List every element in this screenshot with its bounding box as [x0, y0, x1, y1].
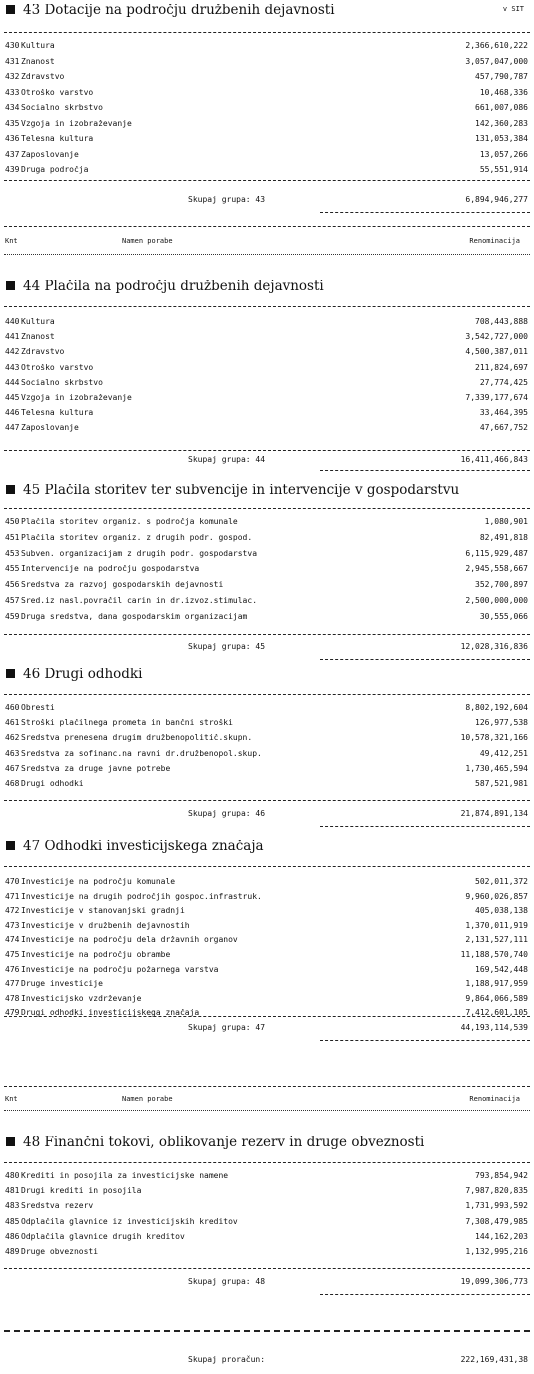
account-name: Sredstva prenesena drugim družbenopolitič.skupn. — [21, 734, 253, 743]
table-row — [0, 980, 534, 990]
account-code: 437 — [5, 149, 20, 159]
account-amount: 9,960,026,857 — [465, 891, 528, 901]
account-name: Zdravstvo — [21, 348, 65, 357]
divider — [4, 254, 530, 255]
divider — [4, 508, 530, 509]
account-code: 481 — [5, 1186, 20, 1196]
table-row — [0, 104, 534, 114]
table-row — [0, 364, 534, 374]
account-code: 435 — [5, 118, 20, 128]
table-row — [0, 550, 534, 560]
account-code: 445 — [5, 393, 20, 402]
account-code: 472 — [5, 906, 20, 916]
group-total — [0, 1024, 534, 1034]
table-row — [0, 565, 534, 575]
account-name: Sredstva za druge javne potrebe — [21, 764, 171, 773]
account-name: Zdravstvo — [21, 73, 65, 81]
account-code: 453 — [5, 548, 20, 558]
account-code: 447 — [5, 423, 20, 433]
account-amount: 30,555,066 — [479, 611, 528, 621]
table-row — [0, 936, 534, 946]
table-row — [0, 534, 534, 544]
table-row — [0, 348, 534, 358]
group-title: 44 Plačila na področju družbenih dejavnosti — [23, 280, 324, 294]
account-code: 463 — [5, 748, 20, 758]
table-row — [0, 951, 534, 961]
account-code: 478 — [5, 993, 20, 1003]
account-code: 461 — [5, 718, 20, 728]
account-code: 456 — [5, 580, 20, 590]
account-name: Stroški plačilnega prometa in bančni stroški — [21, 719, 233, 728]
table-row — [0, 1172, 534, 1182]
divider — [4, 1110, 530, 1111]
account-amount: 7,308,479,985 — [465, 1216, 528, 1226]
account-name: Telesna kultura — [21, 409, 94, 418]
account-amount: 7,412,601,105 — [465, 1008, 528, 1018]
account-amount: 3,542,727,000 — [465, 332, 528, 342]
table-row — [0, 166, 534, 176]
account-name: Zaposlovanje — [21, 150, 79, 159]
table-row — [0, 966, 534, 976]
divider — [4, 1330, 530, 1332]
group-total-label: Skupaj grupa: 48 — [188, 1277, 266, 1286]
account-amount: 793,854,942 — [475, 1171, 528, 1180]
divider — [4, 450, 530, 451]
divider — [4, 32, 530, 33]
account-name: Krediti in posojila za investicijske namene — [21, 1172, 229, 1180]
account-name: Investicije na področju obrambe — [21, 951, 171, 959]
account-amount: 169,542,448 — [475, 964, 528, 974]
account-name: Otroško varstvo — [21, 88, 94, 97]
account-amount: 587,521,981 — [475, 779, 528, 788]
table-row — [0, 1009, 534, 1019]
currency-label: v SIT — [502, 5, 524, 13]
table-row — [0, 394, 534, 404]
account-code: 476 — [5, 964, 20, 974]
account-code: 483 — [5, 1201, 20, 1211]
account-name: Druga sredstva, dana gospodarskim organizacijam — [21, 612, 248, 621]
square-bullet-icon — [6, 1137, 15, 1146]
account-amount: 126,977,538 — [475, 718, 528, 728]
account-name: Zaposlovanje — [21, 424, 79, 433]
group-total-label: Skupaj grupa: 47 — [188, 1023, 266, 1032]
account-amount: 2,131,527,111 — [465, 935, 528, 945]
account-amount: 9,864,066,589 — [465, 993, 528, 1003]
account-name: Investicije na področju komunale — [21, 878, 176, 886]
group-total — [0, 643, 534, 653]
account-code: 450 — [5, 517, 20, 526]
account-code: 455 — [5, 564, 20, 574]
account-code: 473 — [5, 920, 20, 930]
divider — [320, 470, 530, 471]
account-name: Sredstva rezerv — [21, 1202, 94, 1211]
group-heading — [6, 4, 534, 22]
table-row — [0, 893, 534, 903]
account-name: Druge investicije — [21, 980, 103, 989]
account-name: Odplačila glavnice drugih kreditov — [21, 1232, 185, 1241]
table-row — [0, 333, 534, 343]
group-total — [0, 196, 534, 206]
divider — [320, 1294, 530, 1295]
column-code: Knt — [5, 1095, 18, 1103]
account-code: 451 — [5, 532, 20, 542]
account-code: 479 — [5, 1008, 20, 1018]
account-amount: 13,057,266 — [479, 149, 528, 159]
group-total-label: Skupaj grupa: 46 — [188, 809, 266, 818]
account-amount: 2,945,558,667 — [465, 564, 528, 574]
account-name: Investicije na drugih področjih gospoc.infrastruk. — [21, 892, 262, 901]
divider — [4, 1268, 530, 1269]
account-code: 486 — [5, 1231, 20, 1241]
account-name: Kultura — [21, 318, 55, 326]
account-amount: 1,188,917,959 — [465, 979, 528, 989]
account-code: 475 — [5, 950, 20, 959]
grand-total — [0, 1356, 534, 1366]
account-code: 477 — [5, 979, 20, 989]
table-row — [0, 765, 534, 775]
table-row — [0, 581, 534, 591]
table-row — [0, 73, 534, 83]
group-total-amount: 21,874,891,134 — [460, 809, 528, 818]
account-amount: 4,500,387,011 — [465, 347, 528, 357]
account-code: 433 — [5, 87, 20, 97]
account-name: Druga področja — [21, 166, 89, 174]
account-name: Vzgoja in izobraževanje — [21, 394, 132, 402]
table-row — [0, 995, 534, 1005]
account-code: 442 — [5, 347, 20, 357]
account-name: Obresti — [21, 704, 55, 712]
divider — [4, 180, 530, 181]
table-row — [0, 379, 534, 389]
group-title: 45 Plačila storitev ter subvencije in intervencije v gospodarstvu — [23, 484, 460, 498]
account-amount: 55,551,914 — [479, 165, 528, 174]
divider — [4, 866, 530, 867]
divider — [320, 659, 530, 660]
account-name: Kultura — [21, 42, 55, 50]
account-name: Znanost — [21, 333, 55, 342]
divider — [4, 800, 530, 801]
table-row — [0, 704, 534, 714]
account-code: 444 — [5, 377, 20, 387]
account-code: 467 — [5, 763, 20, 773]
table-row — [0, 750, 534, 760]
account-name: Socialno skrbstvo — [21, 104, 103, 112]
table-row — [0, 907, 534, 917]
account-code: 489 — [5, 1247, 20, 1256]
account-amount: 1,132,995,216 — [465, 1247, 528, 1256]
group-heading — [6, 1136, 534, 1154]
account-code: 441 — [5, 332, 20, 342]
divider — [4, 1162, 530, 1163]
group-heading — [6, 484, 534, 502]
account-amount: 1,730,465,594 — [465, 763, 528, 773]
account-name: Subven. organizacijam z drugih podr. gospodarstva — [21, 549, 258, 558]
square-bullet-icon — [6, 669, 15, 678]
account-amount: 131,053,384 — [475, 134, 528, 143]
account-name: Plačila storitev organiz. s področja komunale — [21, 518, 238, 526]
account-amount: 7,339,177,674 — [465, 393, 528, 402]
table-row — [0, 922, 534, 932]
account-amount: 2,366,610,222 — [465, 41, 528, 50]
column-purpose: Namen porabe — [122, 1095, 173, 1103]
account-amount: 661,007,086 — [475, 103, 528, 112]
square-bullet-icon — [6, 841, 15, 850]
square-bullet-icon — [6, 485, 15, 494]
group-total-label: Skupaj grupa: 43 — [188, 195, 266, 204]
account-code: 462 — [5, 733, 20, 743]
table-row — [0, 409, 534, 419]
column-header — [0, 1096, 534, 1106]
account-code: 440 — [5, 317, 20, 326]
account-name: Otroško varstvo — [21, 363, 94, 372]
account-code: 474 — [5, 935, 20, 945]
account-code: 459 — [5, 611, 20, 621]
account-name: Odplačila glavnice iz investicijskih kreditov — [21, 1217, 238, 1226]
divider — [320, 826, 530, 827]
table-row — [0, 597, 534, 607]
account-amount: 82,491,818 — [479, 532, 528, 542]
account-amount: 211,824,697 — [475, 362, 528, 372]
divider — [4, 1086, 530, 1087]
divider — [320, 212, 530, 213]
square-bullet-icon — [6, 281, 15, 290]
account-amount: 708,443,888 — [475, 317, 528, 326]
table-row — [0, 613, 534, 623]
table-row — [0, 42, 534, 52]
account-code: 434 — [5, 103, 20, 112]
group-total — [0, 1278, 534, 1288]
account-name: Investicijsko vzdrževanje — [21, 994, 142, 1003]
account-amount: 352,700,897 — [475, 580, 528, 590]
account-code: 431 — [5, 56, 20, 66]
account-name: Sredstva za razvoj gospodarskih dejavnosti — [21, 581, 224, 590]
table-row — [0, 1187, 534, 1197]
account-name: Intervencije na področju gospodarstva — [21, 565, 200, 574]
account-code: 446 — [5, 408, 20, 418]
account-amount: 33,464,395 — [479, 408, 528, 418]
group-total-amount: 19,099,306,773 — [460, 1277, 528, 1286]
column-header — [0, 238, 534, 248]
group-total — [0, 810, 534, 820]
group-total-amount: 44,193,114,539 — [460, 1023, 528, 1032]
account-name: Druge obveznosti — [21, 1248, 99, 1256]
account-name: Plačila storitev organiz. z drugih podr. gospod. — [21, 533, 253, 542]
account-amount: 457,790,787 — [475, 72, 528, 81]
account-amount: 10,578,321,166 — [460, 733, 528, 743]
account-amount: 49,412,251 — [479, 748, 528, 758]
group-title: 43 Dotacije na področju družbenih dejavnosti — [23, 4, 335, 18]
table-row — [0, 151, 534, 161]
grand-total-amount: 222,169,431,38 — [460, 1355, 528, 1364]
account-name: Socialno skrbstvo — [21, 378, 103, 387]
account-name: Znanost — [21, 57, 55, 66]
group-heading — [6, 840, 534, 858]
account-amount: 10,468,336 — [479, 87, 528, 97]
account-code: 457 — [5, 596, 20, 605]
group-title: 46 Drugi odhodki — [23, 668, 143, 682]
group-total-amount: 16,411,466,843 — [460, 455, 528, 464]
account-code: 471 — [5, 891, 20, 901]
divider — [4, 694, 530, 695]
divider — [4, 306, 530, 307]
account-code: 443 — [5, 362, 20, 372]
divider — [4, 226, 530, 227]
divider — [4, 1016, 530, 1017]
account-amount: 142,360,283 — [475, 118, 528, 128]
table-row — [0, 1202, 534, 1212]
account-code: 470 — [5, 877, 20, 886]
column-purpose: Namen porabe — [122, 237, 173, 245]
table-row — [0, 1218, 534, 1228]
column-amount: Renominacija — [469, 1095, 520, 1103]
account-code: 436 — [5, 134, 20, 143]
account-code: 480 — [5, 1171, 20, 1180]
account-name: Sredstva za sofinanc.na ravni dr.družbenopol.skup. — [21, 749, 262, 758]
group-total-label: Skupaj grupa: 44 — [188, 455, 266, 464]
table-row — [0, 1233, 534, 1243]
account-amount: 7,987,820,835 — [465, 1186, 528, 1196]
account-name: Drugi krediti in posojila — [21, 1187, 142, 1196]
column-amount: Renominacija — [469, 237, 520, 245]
account-name: Investicije v stanovanjski gradnji — [21, 907, 185, 916]
account-amount: 3,057,047,000 — [465, 56, 528, 66]
table-row — [0, 878, 534, 888]
group-total-amount: 6,894,946,277 — [465, 195, 528, 204]
account-amount: 1,731,993,592 — [465, 1201, 528, 1211]
group-title: 47 Odhodki investicijskega značaja — [23, 840, 264, 854]
account-amount: 405,038,138 — [475, 906, 528, 916]
table-row — [0, 719, 534, 729]
table-row — [0, 120, 534, 130]
account-name: Vzgoja in izobraževanje — [21, 119, 132, 128]
column-code: Knt — [5, 237, 18, 245]
group-title: 48 Finančni tokovi, oblikovanje rezerv in druge obveznosti — [23, 1136, 425, 1150]
account-code: 485 — [5, 1216, 20, 1226]
account-code: 468 — [5, 779, 20, 788]
account-name: Telesna kultura — [21, 135, 94, 143]
account-amount: 1,080,901 — [484, 517, 528, 526]
grand-total-label: Skupaj proračun: — [188, 1355, 266, 1364]
group-total-amount: 12,028,316,836 — [460, 642, 528, 651]
account-name: Sred.iz nasl.povračil carin in dr.izvoz.stimulac. — [21, 597, 258, 605]
account-amount: 6,115,929,487 — [465, 548, 528, 558]
account-amount: 144,162,203 — [475, 1231, 528, 1241]
account-code: 439 — [5, 165, 20, 174]
table-row — [0, 734, 534, 744]
table-row — [0, 780, 534, 790]
account-amount: 11,188,570,740 — [460, 950, 528, 959]
account-code: 432 — [5, 72, 20, 81]
group-total-label: Skupaj grupa: 45 — [188, 642, 266, 651]
divider — [320, 1040, 530, 1041]
account-code: 460 — [5, 703, 20, 712]
account-amount: 1,370,011,919 — [465, 920, 528, 930]
group-heading — [6, 280, 534, 298]
account-name: Investicije na področju požarnega varstva — [21, 965, 219, 974]
table-row — [0, 58, 534, 68]
divider — [4, 634, 530, 635]
table-row — [0, 518, 534, 528]
account-amount: 502,011,372 — [475, 877, 528, 886]
table-row — [0, 89, 534, 99]
account-code: 430 — [5, 41, 20, 50]
table-row — [0, 318, 534, 328]
account-name: Drugi odhodki — [21, 780, 84, 788]
account-amount: 2,500,000,000 — [465, 596, 528, 605]
account-name: Drugi odhodki investicijskega značaja — [21, 1009, 200, 1018]
table-row — [0, 1248, 534, 1258]
square-bullet-icon — [6, 5, 15, 14]
table-row — [0, 135, 534, 145]
account-amount: 47,667,752 — [479, 423, 528, 433]
account-amount: 8,802,192,604 — [465, 703, 528, 712]
account-name: Investicije v družbenih dejavnostih — [21, 921, 190, 930]
table-row — [0, 424, 534, 434]
account-name: Investicije na področju dela državnih organov — [21, 936, 238, 945]
group-total — [0, 456, 534, 466]
group-heading — [6, 668, 534, 686]
account-amount: 27,774,425 — [479, 377, 528, 387]
